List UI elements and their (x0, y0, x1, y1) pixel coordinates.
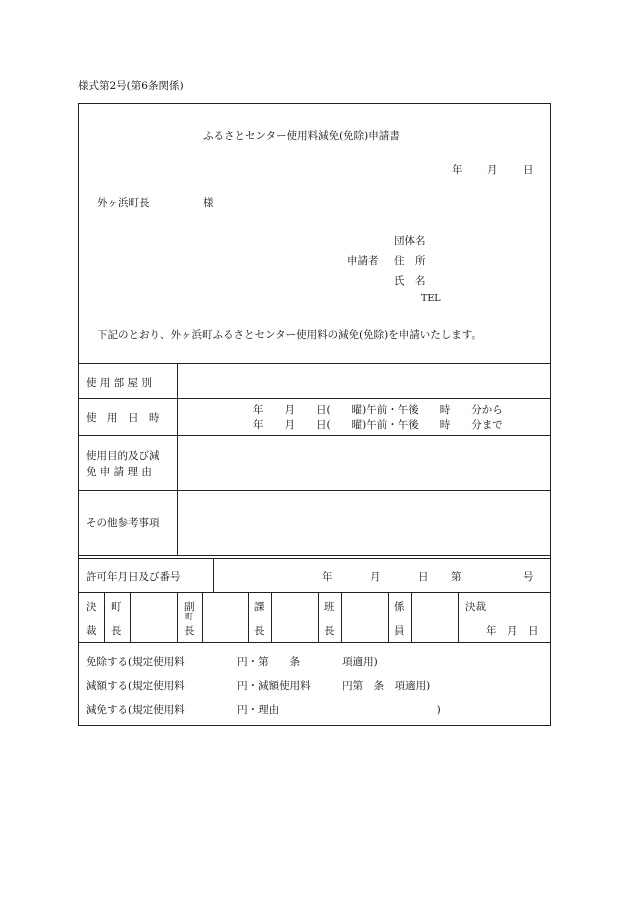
deputy-mayor-label-3: 長 (184, 625, 195, 637)
column-divider (213, 558, 214, 592)
divider (78, 558, 551, 559)
outcome-reduce: 減額する(規定使用料 円・減額使用料 円第 条 項適用) (86, 680, 431, 692)
deputy-mayor-label-2: 町 (185, 612, 193, 621)
room-label: 使 用 部 屋 別 (86, 377, 152, 389)
column-divider (202, 592, 203, 642)
divider (78, 398, 551, 399)
mayor-label-top: 町 (111, 601, 122, 613)
outcome-reduce-exempt: 減免する(規定使用料 円・理由 ) (86, 704, 441, 716)
divider (78, 490, 551, 491)
column-divider (318, 592, 319, 642)
kessai-label-top: 決 (86, 601, 97, 613)
ketsusai-date: 年 月 日 (486, 625, 539, 637)
other-label: その他参考事項 (86, 517, 160, 529)
divider (78, 642, 551, 643)
staff-label-top: 係 (394, 601, 405, 613)
applicant-name: 氏 名 (394, 275, 426, 287)
purpose-label-line2: 免 申 請 理 由 (86, 466, 152, 478)
applicant-label: 申請者 (347, 255, 379, 267)
applicant-tel: TEL (421, 293, 441, 304)
section-chief-label-bottom: 長 (254, 625, 265, 637)
column-divider (341, 592, 342, 642)
approval-day: 日 (418, 571, 429, 583)
applicant-group-name: 団体名 (394, 235, 426, 247)
addressee-honorific: 様 (203, 197, 214, 209)
column-divider (177, 592, 178, 642)
divider (78, 592, 551, 593)
approval-go: 号 (523, 571, 534, 583)
approval-year: 年 (322, 571, 333, 583)
staff-label-bottom: 員 (394, 625, 405, 637)
request-text: 下記のとおり、外ヶ浜町ふるさとセンター使用料の減免(免除)を申請いたします。 (97, 329, 482, 341)
datetime-label: 使 用 日 時 (86, 412, 160, 424)
addressee-name: 外ヶ浜町長 (97, 197, 150, 209)
kessai-label-bottom: 裁 (86, 625, 97, 637)
deputy-mayor-label-1: 副 (184, 601, 195, 613)
column-divider (411, 592, 412, 642)
column-divider (177, 363, 178, 555)
datetime-from: 年 月 日( 曜)午前・午後 時 分から (253, 404, 503, 416)
ketsusai-label: 決裁 (465, 601, 486, 613)
column-divider (130, 592, 131, 642)
date-day: 日 (523, 164, 534, 176)
approval-month: 月 (370, 571, 381, 583)
team-leader-label-top: 班 (324, 601, 335, 613)
divider (78, 435, 551, 436)
form-number: 様式第2号(第6条関係) (78, 80, 184, 92)
purpose-label-line1: 使用目的及び減 (86, 450, 160, 462)
column-divider (104, 592, 105, 642)
datetime-to: 年 月 日( 曜)午前・午後 時 分まで (253, 419, 503, 431)
approval-label: 許可年月日及び番号 (86, 571, 181, 583)
divider (78, 363, 551, 364)
section-chief-label-top: 課 (254, 601, 265, 613)
outcome-exempt: 免除する(規定使用料 円・第 条 項適用) (86, 656, 378, 668)
mayor-label-bottom: 長 (111, 625, 122, 637)
column-divider (271, 592, 272, 642)
column-divider (458, 592, 459, 642)
team-leader-label-bottom: 長 (324, 625, 335, 637)
form-title: ふるさとセンター使用料減免(免除)申請書 (203, 130, 400, 142)
column-divider (388, 592, 389, 642)
approval-dai: 第 (451, 571, 462, 583)
divider (78, 555, 551, 556)
date-year: 年 (452, 164, 463, 176)
column-divider (248, 592, 249, 642)
applicant-address: 住 所 (394, 255, 426, 267)
date-month: 月 (487, 164, 498, 176)
